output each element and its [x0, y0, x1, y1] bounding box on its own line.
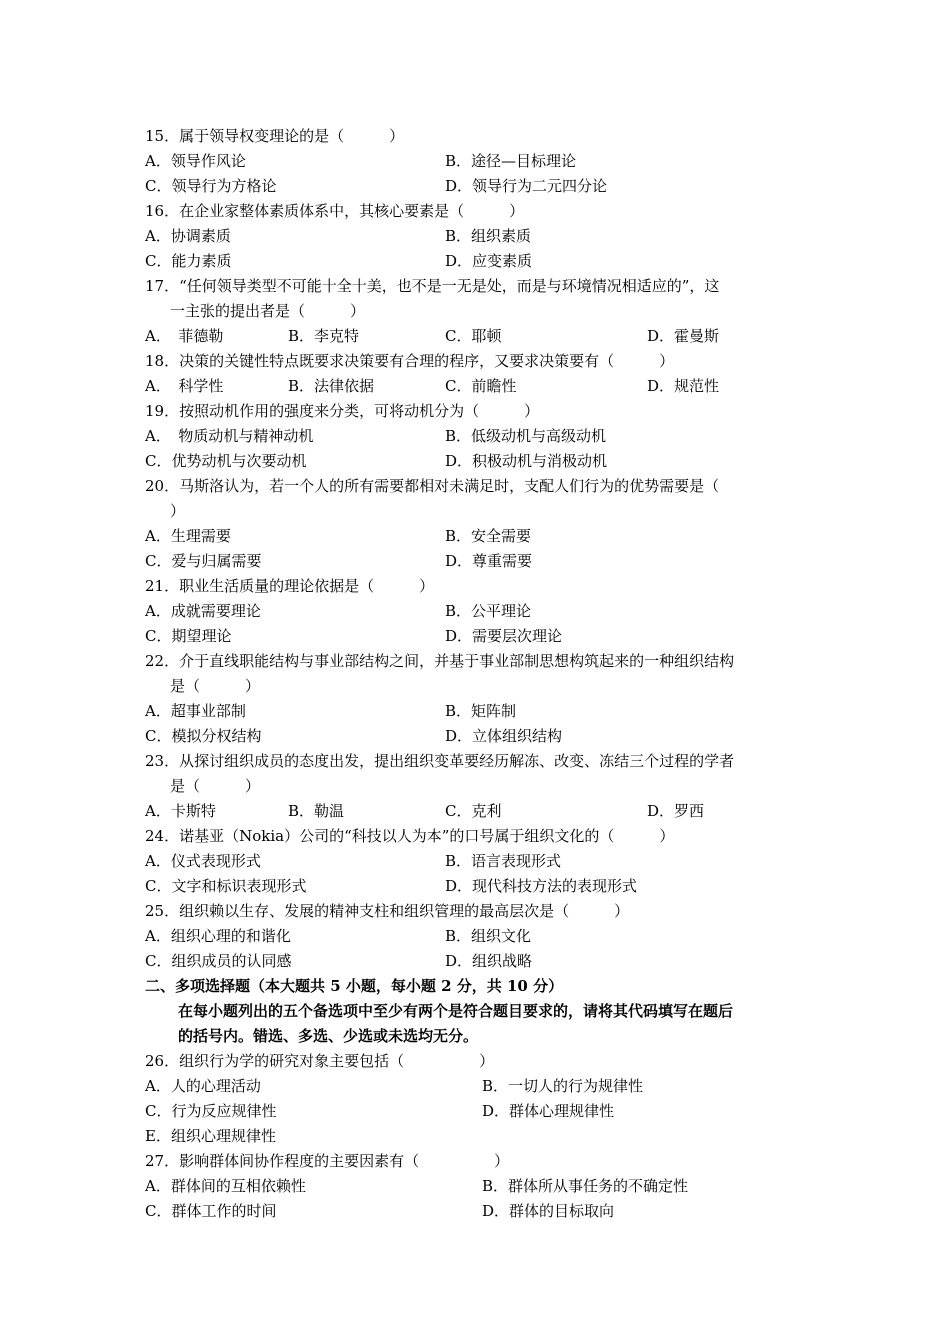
option: C．优势动机与次要动机 [145, 452, 307, 470]
option: A． 科学性 [145, 377, 224, 395]
question-stem: 19．按照动机作用的强度来分类，可将动机分为（ ） [145, 402, 540, 420]
question-stem-cont: 一主张的提出者是（ ） [170, 302, 366, 320]
option: C．文字和标识表现形式 [145, 877, 307, 895]
option: B．法律依据 [288, 377, 375, 395]
question-stem: 23．从探讨组织成员的态度出发，提出组织变革要经历解冻、改变、冻结三个过程的学者 [145, 752, 735, 770]
question-stem: 22．介于直线职能结构与事业部结构之间，并基于事业部制思想构筑起来的一种组织结构 [145, 652, 735, 670]
option: A．群体间的互相依赖性 [145, 1177, 306, 1195]
option: B．途径—目标理论 [445, 152, 577, 170]
option: A．仪式表现形式 [145, 852, 261, 870]
question-stem: 20．马斯洛认为，若一个人的所有需要都相对未满足时，支配人们行为的优势需要是（ [145, 477, 720, 495]
question-stem: 27．影响群体间协作程度的主要因素有（ ） [145, 1152, 510, 1170]
option: D．领导行为二元四分论 [445, 177, 608, 195]
option: B．群体所从事任务的不确定性 [482, 1177, 689, 1195]
option: D．积极动机与消极动机 [445, 452, 608, 470]
question-stem: 16．在企业家整体素质体系中，其核心要素是（ ） [145, 202, 525, 220]
option: C．期望理论 [145, 627, 232, 645]
option: C．爱与归属需要 [145, 552, 262, 570]
option: B．公平理论 [445, 602, 532, 620]
question-stem: 26．组织行为学的研究对象主要包括（ ） [145, 1052, 495, 1070]
option: D．规范性 [647, 377, 720, 395]
option: C．组织成员的认同感 [145, 952, 292, 970]
option: A．超事业部制 [145, 702, 246, 720]
option: B．矩阵制 [445, 702, 517, 720]
question-stem: 24．诺基亚（Nokia）公司的“科技以人为本”的口号属于组织文化的（ ） [145, 827, 675, 845]
option: D．应变素质 [445, 252, 533, 270]
option: B．组织素质 [445, 227, 532, 245]
option: C．行为反应规律性 [145, 1102, 277, 1120]
option: D．需要层次理论 [445, 627, 563, 645]
section-title: 二、多项选择题（本大题共 5 小题，每小题 2 分，共 10 分） [145, 977, 564, 995]
option: C．领导行为方格论 [145, 177, 277, 195]
option: E．组织心理规律性 [145, 1127, 276, 1145]
option: C．克利 [445, 802, 502, 820]
option: B．李克特 [288, 327, 360, 345]
option: A． 物质动机与精神动机 [145, 427, 314, 445]
option: A．协调素质 [145, 227, 231, 245]
option: A．组织心理的和谐化 [145, 927, 291, 945]
option: A．人的心理活动 [145, 1077, 261, 1095]
section-instructions: 的括号内。错选、多选、少选或未选均无分。 [178, 1027, 479, 1045]
option: C．能力素质 [145, 252, 232, 270]
option: A．生理需要 [145, 527, 231, 545]
option: A．卡斯特 [145, 802, 216, 820]
option: B．组织文化 [445, 927, 532, 945]
option: C．模拟分权结构 [145, 727, 262, 745]
option: B．语言表现形式 [445, 852, 562, 870]
option: C．群体工作的时间 [145, 1202, 277, 1220]
option: D．现代科技方法的表现形式 [445, 877, 638, 895]
option: B．低级动机与高级动机 [445, 427, 607, 445]
option: B．一切人的行为规律性 [482, 1077, 644, 1095]
question-stem: 17．“任何领导类型不可能十全十美，也不是一无是处，而是与环境情况相适应的”，这 [145, 277, 720, 295]
section-instructions: 在每小题列出的五个备选项中至少有两个是符合题目要求的，请将其代码填写在题后 [178, 1002, 734, 1020]
option: D．群体心理规律性 [482, 1102, 615, 1120]
question-stem-cont: 是（ ） [170, 777, 261, 795]
option: D．立体组织结构 [445, 727, 563, 745]
question-stem-cont: ） [170, 502, 186, 520]
question-stem: 21．职业生活质量的理论依据是（ ） [145, 577, 435, 595]
question-stem: 18．决策的关键性特点既要求决策要有合理的程序，又要求决策要有（ ） [145, 352, 675, 370]
option: A．领导作风论 [145, 152, 246, 170]
question-stem-cont: 是（ ） [170, 677, 261, 695]
question-stem: 25．组织赖以生存、发展的精神支柱和组织管理的最高层次是（ ） [145, 902, 630, 920]
option: D．霍曼斯 [647, 327, 720, 345]
option: B．安全需要 [445, 527, 532, 545]
option: C．前瞻性 [445, 377, 517, 395]
option: B．勒温 [288, 802, 345, 820]
option: A． 菲德勒 [145, 327, 224, 345]
question-stem: 15．属于领导权变理论的是（ ） [145, 127, 405, 145]
option: C．耶顿 [445, 327, 502, 345]
option: D．组织战略 [445, 952, 533, 970]
option: D．尊重需要 [445, 552, 533, 570]
option: D．罗西 [647, 802, 705, 820]
option: A．成就需要理论 [145, 602, 261, 620]
option: D．群体的目标取向 [482, 1202, 615, 1220]
